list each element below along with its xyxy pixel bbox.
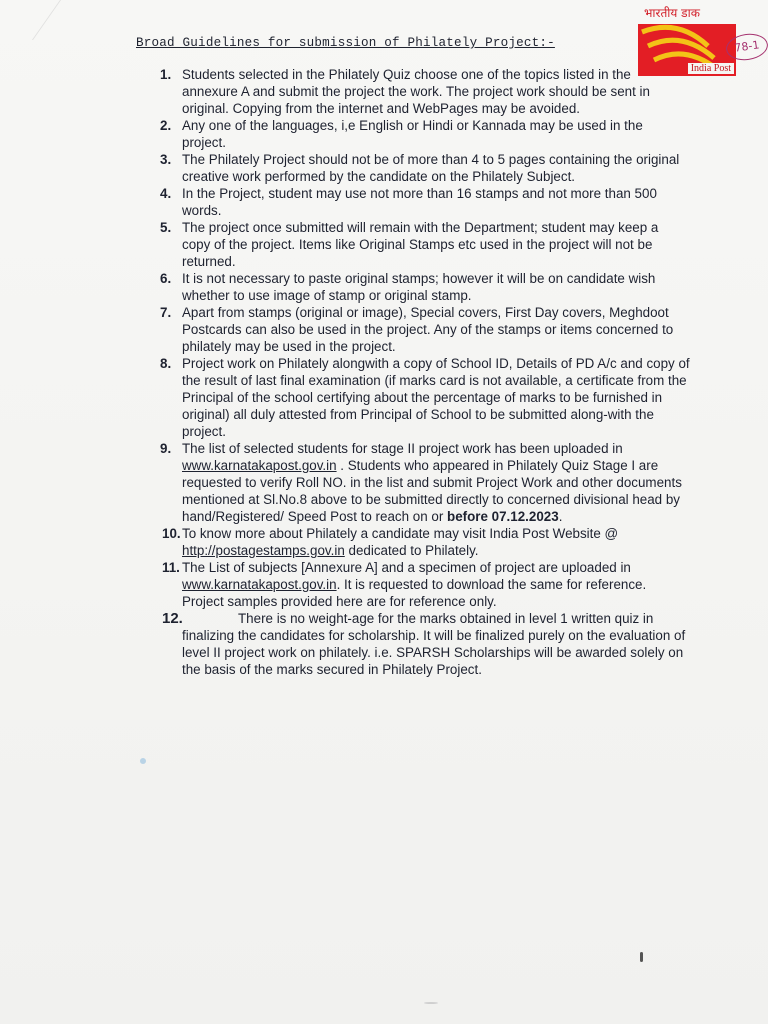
item-number: 3.: [160, 152, 172, 167]
scan-speck: [424, 1002, 438, 1004]
logo-caption: India Post: [688, 63, 734, 74]
list-item: [150, 355, 690, 440]
list-item: [150, 151, 690, 185]
item-number: 9.: [160, 441, 172, 456]
item-number: 1.: [160, 67, 172, 82]
item-text: Students selected in the Philately Quiz choose one of the topics listed in the annexure A and submit the project the work. The project work should be sent in original. Copying from the internet and WebPages may be avoided.: [182, 67, 650, 116]
list-item: [150, 559, 690, 610]
list-item: [150, 610, 690, 678]
list-item: [150, 219, 690, 270]
item-text: The Philately Project should not be of more than 4 to 5 pages containing the original creative work performed by the candidate on the Philately Subject.: [182, 152, 680, 184]
item-text: In the Project, student may use not more than 16 stamps and not more than 500 words.: [182, 186, 657, 218]
item-text: Any one of the languages, i,e English or Hindi or Kannada may be used in the project.: [182, 118, 643, 150]
item-number: 10.: [162, 526, 181, 541]
item-text: The project once submitted will remain with the Department; student may keep a copy of the project. Items like Original Stamps etc used in the project will not be returned.: [182, 220, 659, 269]
logo-hindi-text: भारतीय डाक: [644, 6, 700, 20]
guidelines-list: [150, 66, 690, 678]
postagestamps-link[interactable]: http://postagestamps.gov.in: [182, 543, 345, 558]
item-number: 5.: [160, 220, 172, 235]
item-text: There is no weight-age for the marks obtained in level 1 written quiz in finalizing the candidates for scholarship. It will be finalized purely on the evaluation of level II project work on philately. i.e. SPARSH Scholarships will be awarded solely on the basis of the marks secured in Philately Project.: [182, 611, 686, 677]
item-text: Project work on Philately alongwith a copy of School ID, Details of PD A/c and copy of the result of last final examination (if marks card is not available, a certificate from the Principal of the school certifying about the percentage of marks to be furnished in original) all duly attested from Principal of School to be submitted along-with the project.: [182, 356, 690, 439]
item-text: Apart from stamps (original or image), Special covers, First Day covers, Meghdoot Postcards can also be used in the project. Any of the stamps or items concerned to philately may be used in the project.: [182, 305, 674, 354]
item-text: [182, 526, 618, 558]
item-number: 12.: [162, 610, 183, 627]
item-number: 11.: [162, 560, 180, 575]
document-heading: Broad Guidelines for submission of Philately Project:-: [136, 36, 555, 50]
item-number: 4.: [160, 186, 172, 201]
item-text-part: The List of subjects [Annexure A] and a specimen of project are uploaded in: [182, 560, 631, 575]
list-item: [150, 270, 690, 304]
list-item: [150, 525, 690, 559]
scan-speck: [140, 758, 146, 764]
item-text: It is not necessary to paste original stamps; however it will be on candidate wish whether to use image of stamp or original stamp.: [182, 271, 656, 303]
list-item: [150, 304, 690, 355]
item-number: 7.: [160, 305, 172, 320]
fold-mark: [0, 0, 61, 40]
list-item: [150, 117, 690, 151]
scan-speck: [640, 952, 643, 962]
list-item: [150, 185, 690, 219]
item-text: [182, 441, 682, 524]
deadline-date: before 07.12.2023: [447, 509, 559, 524]
item-number: 2.: [160, 118, 172, 133]
item-text: [182, 560, 646, 609]
item-text-part: . It is requested to download the same for reference. Project samples provided here are for reference only.: [182, 577, 647, 609]
item-number: 8.: [160, 356, 172, 371]
item-text-part: The list of selected students for stage II project work has been uploaded in: [182, 441, 623, 456]
list-item: [150, 66, 690, 117]
item-text-part: To know more about Philately a candidate may visit India Post Website @: [182, 526, 619, 541]
karnatakapost-link[interactable]: www.karnatakapost.gov.in: [182, 577, 337, 592]
item-text-part: .: [558, 509, 563, 524]
handwritten-mark: 78-1: [724, 31, 768, 63]
item-text-part: dedicated to Philately.: [344, 543, 479, 558]
karnatakapost-link[interactable]: www.karnatakapost.gov.in: [182, 458, 337, 473]
list-item: [150, 440, 690, 525]
item-text-part: . Students who appeared in Philately Quiz Stage I are requested to verify Roll NO. in the list and submit Project Work and other documents mentioned at Sl.No.8 above to be submitted directly to concerned divisional head by hand/Registered/ Speed Post to reach on or: [182, 458, 682, 524]
item-number: 6.: [160, 271, 172, 286]
